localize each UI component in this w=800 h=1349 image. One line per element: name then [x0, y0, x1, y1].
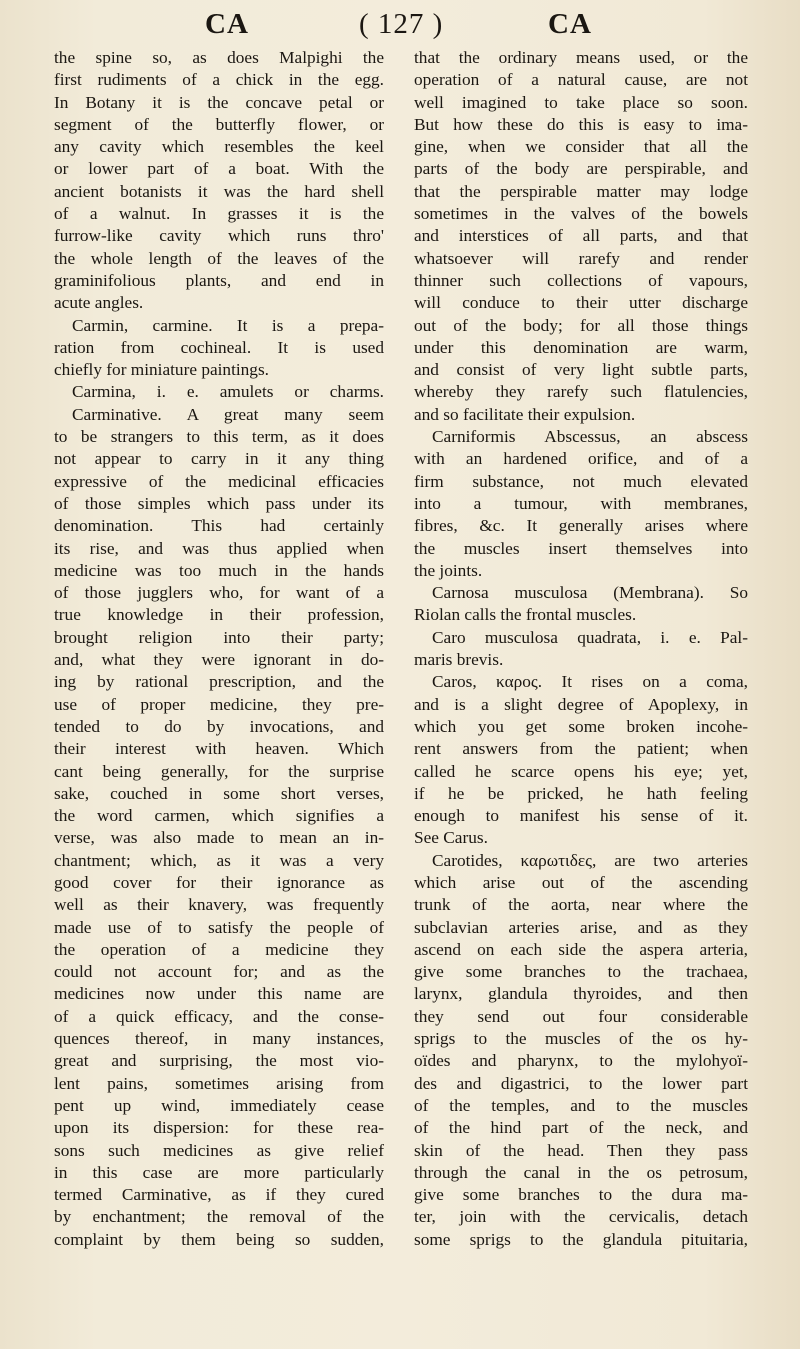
text-line: Riolan calls the frontal muscles. — [414, 605, 637, 625]
running-head-right: CA — [548, 8, 592, 40]
text-line: sons such medicines as give relief — [54, 1140, 384, 1160]
text-line: they send out four considerable — [414, 1006, 748, 1026]
page-header — [0, 8, 800, 48]
text-line: true knowledge in their profession, — [54, 605, 384, 625]
text-line: their interest with heaven. Which — [54, 739, 384, 759]
text-line: into a tumour, with membranes, — [414, 493, 748, 513]
text-line: through the canal in the os petrosum, — [414, 1162, 748, 1182]
page-number: ( 127 ) — [359, 8, 444, 40]
text-line: expressive of the medicinal efficacies — [54, 471, 384, 491]
running-head-left: CA — [205, 8, 249, 40]
text-line: the whole length of the leaves of the — [54, 248, 384, 268]
text-line: enough to manifest his sense of it. — [414, 806, 748, 826]
text-line: sake, couched in some short verses, — [54, 783, 384, 803]
text-line: use of proper medicine, they pre- — [54, 694, 384, 714]
text-line: and interstices of all parts, and that — [414, 226, 748, 246]
text-line: medicine was too much in the hands — [54, 560, 384, 580]
text-line: by enchantment; the removal of the — [54, 1207, 384, 1227]
right-column — [414, 47, 748, 1251]
text-line: Carmin, carmine. It is a prepa- — [72, 315, 384, 335]
text-line: oïdes and pharynx, to the mylohyoï- — [414, 1051, 748, 1071]
text-line: pent up wind, immediately cease — [54, 1095, 384, 1115]
text-line: parts of the body are perspirable, and — [414, 159, 748, 179]
text-line: operation of a natural cause, are not — [414, 70, 748, 90]
text-line: that the perspirable matter may lodge — [414, 181, 748, 201]
text-line: brought religion into their party; — [54, 627, 384, 647]
text-line: if he be pricked, he hath feeling — [414, 783, 748, 803]
text-line: lent pains, sometimes arising from — [54, 1073, 384, 1093]
text-line: firm substance, not much elevated — [414, 471, 748, 491]
text-line: give some branches to the dura ma- — [414, 1185, 748, 1205]
text-line: Carnosa musculosa (Membrana). So — [432, 583, 748, 603]
text-line: furrow-like cavity which runs thro' — [54, 226, 384, 246]
text-line: Carotides, καρωτιδες, are two arteries — [432, 850, 748, 870]
text-line: ancient botanists it was the hard shell — [54, 181, 384, 201]
text-line: and so facilitate their expulsion. — [414, 404, 636, 424]
text-line: not appear to carry in it any thing — [54, 449, 384, 469]
text-line: ing by rational prescription, and the — [54, 672, 384, 692]
text-line: Caros, καρος. It rises on a coma, — [432, 672, 748, 692]
text-line: sometimes in the valves of the bowels — [414, 204, 748, 224]
text-line: of those jugglers who, for want of a — [54, 583, 384, 603]
text-line: the joints. — [414, 560, 483, 580]
text-line: verse, was also made to mean an in- — [54, 828, 384, 848]
text-line: or lower part of a boat. With the — [54, 159, 384, 179]
text-line: gine, when we consider that all the — [414, 137, 748, 157]
text-line: denomination. This had certainly — [54, 516, 384, 536]
text-line: ter, join with the cervicalis, detach — [414, 1207, 748, 1227]
text-line: the word carmen, which signifies a — [54, 806, 384, 826]
text-line: fibres, &c. It generally arises where — [414, 516, 748, 536]
text-line: Carniformis Abscessus, an abscess — [432, 427, 748, 447]
text-line: with an hardened orifice, and of a — [414, 449, 748, 469]
text-line: des and digastrici, to the lower part — [414, 1073, 748, 1093]
text-line: of the temples, and to the muscles — [414, 1095, 748, 1115]
text-line: subclavian arteries arise, and as they — [414, 917, 748, 937]
text-line: and is a slight degree of Apoplexy, in — [414, 694, 748, 714]
text-line: some sprigs to the glandula pituitaria, — [414, 1229, 748, 1249]
text-line: graminifolious plants, and end in — [54, 270, 384, 290]
text-line: larynx, glandula thyroides, and then — [414, 984, 748, 1004]
text-line: give some branches to the trachaea, — [414, 962, 748, 982]
text-line: Caro musculosa quadrata, i. e. Pal- — [432, 627, 748, 647]
text-line: made use of to satisfy the people of — [54, 917, 384, 937]
text-line: the spine so, as does Malpighi the — [54, 48, 384, 67]
text-line: the muscles insert themselves into — [414, 538, 748, 558]
text-line: chiefly for miniature paintings. — [54, 360, 269, 380]
text-line: maris brevis. — [414, 650, 504, 670]
left-column — [54, 47, 384, 1251]
text-line: of a walnut. In grasses it is the — [54, 204, 384, 224]
text-line: ascend on each side the aspera arteria, — [414, 939, 748, 959]
text-line: complaint by them being so sudden, — [54, 1229, 384, 1249]
text-line: in this case are more particularly — [54, 1162, 384, 1182]
text-line: to be strangers to this term, as it does — [54, 427, 384, 447]
text-line: chantment; which, as it was a very — [54, 850, 384, 870]
text-line: upon its dispersion: for these rea- — [54, 1118, 384, 1138]
text-line: out of the body; for all those things — [414, 315, 748, 335]
text-line: See Carus. — [414, 828, 488, 848]
text-line: which you get some broken incohe- — [414, 716, 748, 736]
text-line: sprigs to the muscles of the os hy- — [414, 1029, 748, 1049]
text-line: rent answers from the patient; when — [414, 739, 748, 759]
text-line: quences thereof, in many instances, — [54, 1029, 384, 1049]
text-line: In Botany it is the concave petal or — [54, 92, 384, 112]
text-line: will conduce to their utter discharge — [414, 293, 748, 313]
text-line: whereby they rarefy such flatulencies, — [414, 382, 748, 402]
text-line: the operation of a medicine they — [54, 939, 384, 959]
text-line: and, what they were ignorant in do- — [54, 650, 384, 670]
text-line: cant being generally, for the surprise — [54, 761, 384, 781]
text-line: segment of the butterfly flower, or — [54, 114, 384, 134]
text-line: tended to do by invocations, and — [54, 716, 384, 736]
text-line: acute angles. — [54, 293, 144, 313]
text-line: called he scarce opens his eye; yet, — [414, 761, 748, 781]
text-line: Carminative. A great many seem — [72, 404, 384, 424]
text-line: well as their knavery, was frequently — [54, 895, 384, 915]
text-line: any cavity which resembles the keel — [54, 137, 384, 157]
text-line: first rudiments of a chick in the egg. — [54, 70, 384, 90]
text-line: that the ordinary means used, or the — [414, 48, 748, 67]
text-line: which arise out of the ascending — [414, 872, 748, 892]
text-line: of the hind part of the neck, and — [414, 1118, 748, 1138]
text-line: its rise, and was thus applied when — [54, 538, 384, 558]
text-line: under this denomination are warm, — [414, 337, 748, 357]
text-line: thinner such collections of vapours, — [414, 270, 748, 290]
text-line: skin of the head. Then they pass — [414, 1140, 748, 1160]
text-line: But how these do this is easy to ima- — [414, 114, 748, 134]
text-line: good cover for their ignorance as — [54, 872, 384, 892]
text-line: ration from cochineal. It is used — [54, 337, 384, 357]
text-line: and consist of very light subtle parts, — [414, 360, 748, 380]
text-line: of a quick efficacy, and the conse- — [54, 1006, 384, 1026]
text-line: of those simples which pass under its — [54, 493, 384, 513]
text-line: great and surprising, the most vio- — [54, 1051, 384, 1071]
text-line: Carmina, i. e. amulets or charms. — [72, 382, 384, 402]
text-line: whatsoever will rarefy and render — [414, 248, 748, 268]
text-line: could not account for; and as the — [54, 962, 384, 982]
text-line: well imagined to take place so soon. — [414, 92, 748, 112]
text-line: medicines now under this name are — [54, 984, 384, 1004]
text-line: termed Carminative, as if they cured — [54, 1185, 384, 1205]
text-line: trunk of the aorta, near where the — [414, 895, 748, 915]
